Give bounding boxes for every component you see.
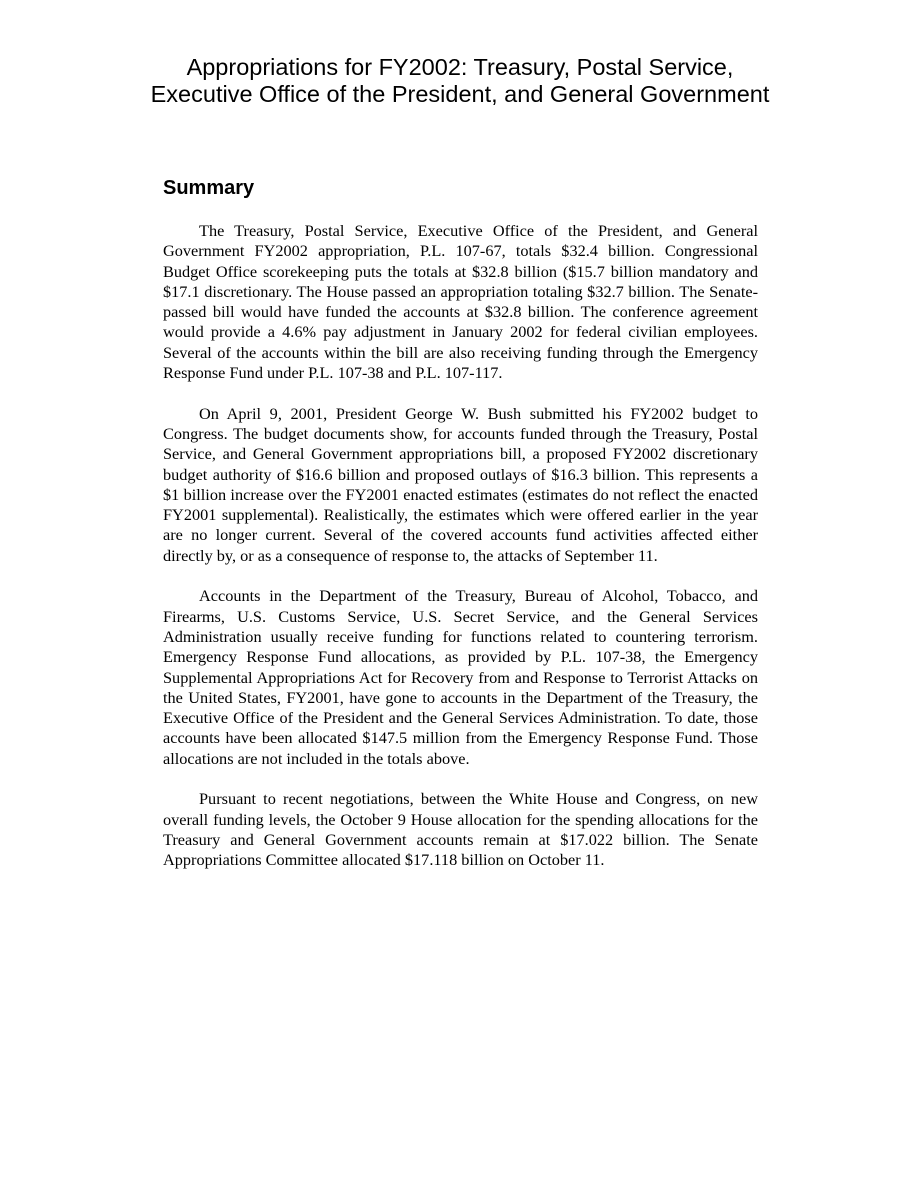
summary-paragraph-3: Accounts in the Department of the Treasury, Bureau of Alcohol, Tobacco, and Firearms, U.S. Customs Service, U.S. Secret Service, and the General Services Administration usually receive funding for functions related to countering terrorism. Emergency Response Fund allocations, as provided by P.L. 107-38, the Emergency Supplemental Appropriations Act for Recovery from and Response to Terrorist Attacks on the United States, FY2001, have gone to accounts in the Department of the Treasury, the Executive Office of the President and the General Services Administration. To date, those accounts have been allocated $147.5 million from the Emergency Response Fund. Those allocations are not included in the totals above. (163, 586, 758, 768)
summary-body (163, 221, 758, 891)
document-title: Appropriations for FY2002: Treasury, Postal Service, Executive Office of the President, and General Government (150, 54, 770, 107)
summary-paragraph-2: On April 9, 2001, President George W. Bush submitted his FY2002 budget to Congress. The budget documents show, for accounts funded through the Treasury, Postal Service, and General Government appropriations bill, a proposed FY2002 discretionary budget authority of $16.6 billion and proposed outlays of $16.3 billion. This represents a $1 billion increase over the FY2001 enacted estimates (estimates do not reflect the enacted FY2001 supplemental). Realistically, the estimates which were offered earlier in the year are no longer current. Several of the covered accounts fund activities affected either directly by, or as a consequence of response to, the attacks of September 11. (163, 403, 758, 565)
summary-heading: Summary (163, 177, 255, 199)
summary-paragraph-4: Pursuant to recent negotiations, between the White House and Congress, on new overall funding levels, the October 9 House allocation for the spending allocations for the Treasury and General Government accounts remain at $17.022 billion. The Senate Appropriations Committee allocated $17.118 billion on October 11. (163, 789, 758, 870)
summary-paragraph-1: The Treasury, Postal Service, Executive Office of the President, and General Government FY2002 appropriation, P.L. 107-67, totals $32.4 billion. Congressional Budget Office scorekeeping puts the totals at $32.8 billion ($15.7 billion mandatory and $17.1 discretionary. The House passed an appropriation totaling $32.7 billion. The Senate-passed bill would have funded the accounts at $32.8 billion. The conference agreement would provide a 4.6% pay adjustment in January 2002 for federal civilian employees. Several of the accounts within the bill are also receiving funding through the Emergency Response Fund under P.L. 107-38 and P.L. 107-117. (163, 221, 758, 383)
